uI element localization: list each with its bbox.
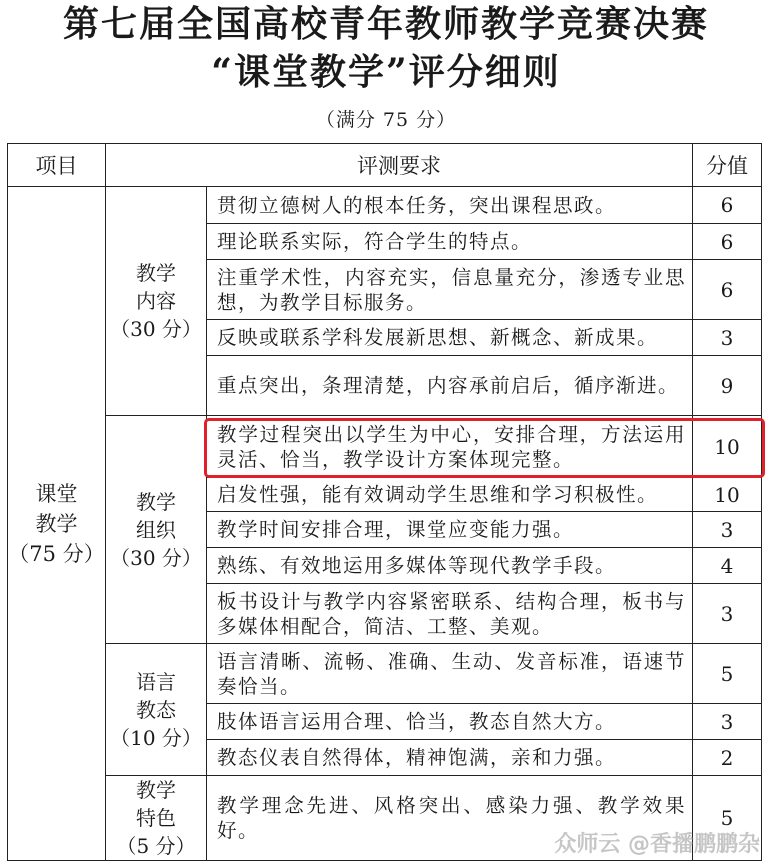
score-value: 3	[693, 512, 762, 548]
score-value: 6	[693, 260, 762, 320]
requirement-text: 教学过程突出以学生为中心，安排合理，方法运用灵活、恰当，教学设计方案体现完整。	[207, 416, 693, 478]
header-score: 分值	[693, 144, 762, 187]
header-row	[8, 144, 762, 187]
score-value: 6	[693, 224, 762, 260]
group-cell	[106, 644, 207, 776]
score-value: 10	[693, 416, 762, 478]
score-value: 9	[693, 356, 762, 416]
table-row	[8, 416, 762, 478]
score-value: 3	[693, 320, 762, 356]
requirement-text: 注重学术性，内容充实，信息量充分，渗透专业思想，为教学目标服务。	[207, 260, 693, 320]
document-subtitle: （满分 75 分）	[315, 109, 457, 131]
score-value: 3	[693, 584, 762, 644]
group-cell	[106, 776, 207, 861]
score-value: 2	[693, 740, 762, 776]
requirement-text: 反映或联系学科发展新思想、新概念、新成果。	[207, 320, 693, 356]
project-label: 课堂教学	[35, 481, 78, 536]
requirement-text: 板书设计与教学内容紧密联系、结构合理，板书与多媒体相配合，简洁、工整、美观。	[207, 584, 693, 644]
requirement-text: 教学理念先进、风格突出、感染力强、教学效果好。	[207, 776, 693, 861]
requirement-text: 启发性强，能有效调动学生思维和学习积极性。	[207, 478, 693, 512]
group-cell	[106, 187, 207, 416]
group-points: （10 分）	[110, 725, 202, 750]
group-points: （5 分）	[116, 834, 196, 858]
score-value: 10	[693, 478, 762, 512]
project-cell	[8, 187, 106, 861]
document-title: 第七届全国高校青年教师教学竞赛决赛	[62, 3, 709, 45]
requirement-text: 贯彻立德树人的根本任务，突出课程思政。	[207, 187, 693, 224]
group-label: 教学内容	[136, 261, 176, 313]
scoring-table	[7, 143, 762, 861]
score-value: 5	[693, 644, 762, 704]
score-value: 6	[693, 187, 762, 224]
score-value: 4	[693, 548, 762, 584]
header-requirements: 评测要求	[106, 144, 693, 187]
score-value: 3	[693, 704, 762, 740]
header-project: 项目	[8, 144, 106, 187]
requirement-text: 理论联系实际，符合学生的特点。	[207, 224, 693, 260]
requirement-text: 语言清晰、流畅、准确、生动、发音标准，语速节奏恰当。	[207, 644, 693, 704]
document-title-line2: “课堂教学”评分细则	[211, 51, 561, 93]
table-row	[8, 187, 762, 224]
group-label: 语言教态	[136, 669, 176, 722]
score-value: 5	[693, 776, 762, 861]
watermark: 众师云 @香播鹏鹏杂	[554, 832, 760, 857]
group-label: 教学特色	[136, 778, 176, 830]
group-points: （30 分）	[110, 317, 202, 341]
requirement-text: 教学时间安排合理，课堂应变能力强。	[207, 512, 693, 548]
project-points: （75 分）	[8, 541, 105, 566]
table-row	[8, 644, 762, 704]
requirement-text: 熟练、有效地运用多媒体等现代教学手段。	[207, 548, 693, 584]
group-cell	[106, 416, 207, 644]
requirement-text: 重点突出，条理清楚，内容承前启后，循序渐进。	[207, 356, 693, 416]
group-points: （30 分）	[110, 545, 202, 570]
requirement-text: 肢体语言运用合理、恰当，教态自然大方。	[207, 704, 693, 740]
group-label: 教学组织	[136, 489, 176, 542]
requirement-text: 教态仪表自然得体，精神饱满，亲和力强。	[207, 740, 693, 776]
